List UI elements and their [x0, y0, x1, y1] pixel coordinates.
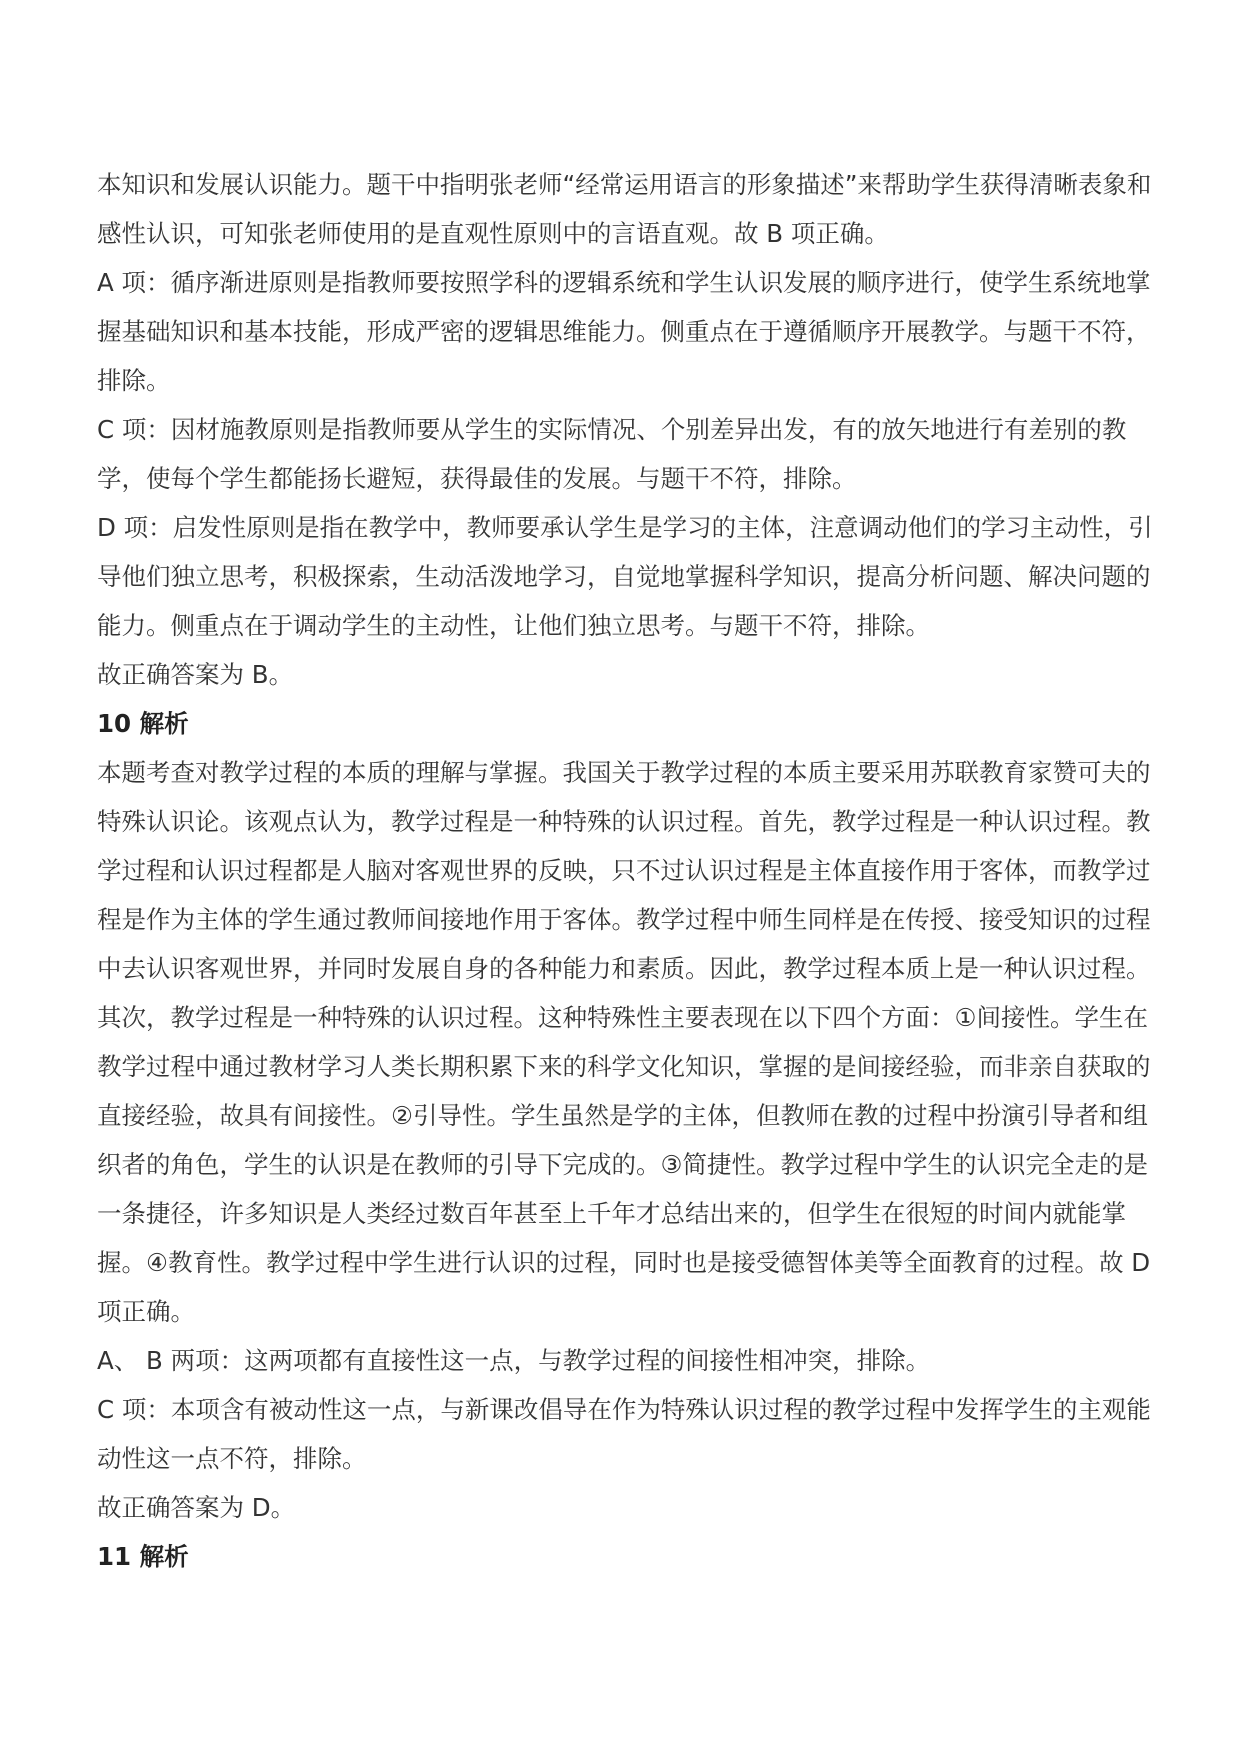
answer-line-9: 故正确答案为 B。: [97, 660, 294, 689]
document-page: [97, 160, 1155, 1581]
paragraph-q10-analysis: 本题考查对教学过程的本质的理解与掌握。我国关于教学过程的本质主要采用苏联教育家赞可夫的特殊认识论。该观点认为，教学过程是一种特殊的认识过程。首先，教学过程是一种认识过程。教学过程和认识过程都是人脑对客观世界的反映，只不过认识过程是主体直接作用于客体，而教学过程是作为主体的学生通过教师间接地作用于客体。教学过程中师生同样是在传授、接受知识的过程中去认识客观世界，并同时发展自身的各种能力和素质。因此，教学过程本质上是一种认识过程。其次，教学过程是一种特殊的认识过程。这种特殊性主要表现在以下四个方面：①间接性。学生在教学过程中通过教材学习人类长期积累下来的科学文化知识，掌握的是间接经验，而非亲自获取的直接经验，故具有间接性。②引导性。学生虽然是学的主体，但教师在教的过程中扮演引导者和组织者的角色，学生的认识是在教师的引导下完成的。③简捷性。教学过程中学生的认识完全走的是一条捷径，许多知识是人类经过数百年甚至上千年才总结出来的，但学生在很短的时间内就能掌握。④教育性。教学过程中学生进行认识的过程，同时也是接受德智体美等全面教育的过程。故 D 项正确。: [97, 758, 1151, 1326]
paragraph-option-a: A 项：循序渐进原则是指教师要按照学科的逻辑系统和学生认识发展的顺序进行，使学生系统地掌握基础知识和基本技能，形成严密的逻辑思维能力。侧重点在于遵循顺序开展教学。与题干不符，排除。: [97, 268, 1151, 395]
paragraph-option-d: D 项：启发性原则是指在教学中，教师要承认学生是学习的主体，注意调动他们的学习主动性，引导他们独立思考，积极探索，生动活泼地学习，自觉地掌握科学知识，提高分析问题、解决问题的能力。侧重点在于调动学生的主动性，让他们独立思考。与题干不符，排除。: [97, 513, 1153, 640]
answer-line-10: 故正确答案为 D。: [97, 1493, 296, 1522]
section-heading-10: 10 解析: [97, 709, 189, 738]
paragraph-q10-option-c: C 项：本项含有被动性这一点，与新课改倡导在作为特殊认识过程的教学过程中发挥学生的主观能动性这一点不符，排除。: [97, 1395, 1151, 1473]
paragraph-b-explanation-end: 本知识和发展认识能力。题干中指明张老师“经常运用语言的形象描述”来帮助学生获得清晰表象和感性认识，可知张老师使用的是直观性原则中的言语直观。故 B 项正确。: [97, 170, 1152, 248]
paragraph-option-c: C 项：因材施教原则是指教师要从学生的实际情况、个别差异出发，有的放矢地进行有差别的教学，使每个学生都能扬长避短，获得最佳的发展。与题干不符，排除。: [97, 415, 1127, 493]
paragraph-q10-option-ab: A、 B 两项：这两项都有直接性这一点，与教学过程的间接性相冲突，排除。: [97, 1346, 931, 1375]
section-heading-11: 11 解析: [97, 1542, 189, 1571]
